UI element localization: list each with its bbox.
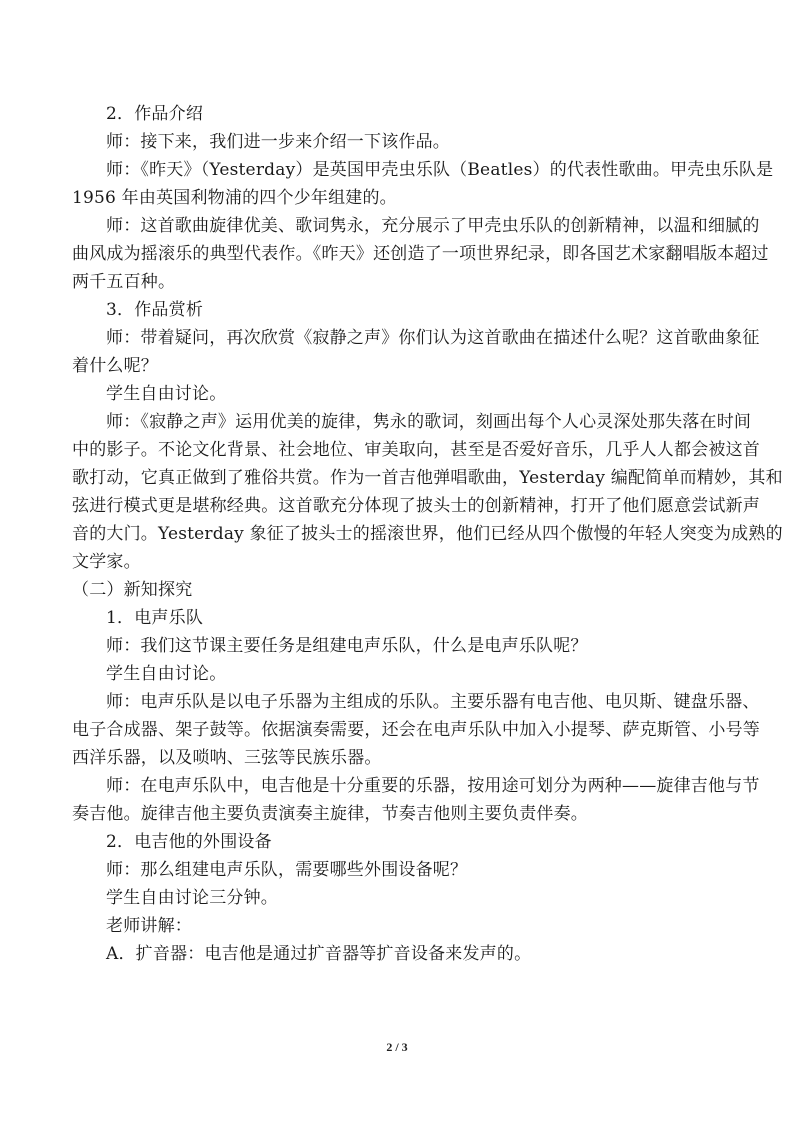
text-line: 老师讲解： (106, 916, 192, 936)
text-line: 师：我们这节课主要任务是组建电声乐队，什么是电声乐队呢？ (106, 636, 588, 656)
text-line: 1．电声乐队 (106, 608, 204, 628)
text-line: 西洋乐器，以及唢呐、三弦等民族乐器。 (72, 748, 382, 768)
text-line: 师：电声乐队是以电子乐器为主组成的乐队。主要乐器有电吉他、电贝斯、键盘乐器、 (106, 692, 760, 712)
text-line: 师：这首歌曲旋律优美、歌词隽永，充分展示了甲壳虫乐队的创新精神，以温和细腻的 (106, 216, 760, 236)
text-line: 着什么呢？ (72, 356, 158, 376)
page-number: 2 / 3 (386, 1040, 408, 1054)
text-line: 学生自由讨论三分钟。 (106, 888, 278, 908)
text-line: 学生自由讨论。 (106, 664, 227, 684)
text-line: 歌打动，它真正做到了雅俗共赏。作为一首吉他弹唱歌曲，Yesterday 编配简单而精妙，其和 (72, 468, 783, 488)
text-line: 师：带着疑问，再次欣赏《寂静之声》你们认为这首歌曲在描述什么呢？这首歌曲象征 (106, 328, 760, 348)
text-line: 学生自由讨论。 (106, 384, 227, 404)
text-line: 2．电吉他的外围设备 (106, 832, 272, 852)
text-line: 曲风成为摇滚乐的典型代表作。《昨天》还创造了一项世界纪录，即各国艺术家翻唱版本超过 (72, 244, 769, 264)
text-line: 1956 年由英国利物浦的四个少年组建的。 (72, 188, 397, 208)
text-line: A．扩音器：电吉他是通过扩音器等扩音设备来发声的。 (106, 944, 532, 964)
text-line: 2．作品介绍 (106, 104, 204, 124)
text-line: 两千五百种。 (72, 272, 176, 292)
text-line: 师：《昨天》（Yesterday）是英国甲壳虫乐队（Beatles）的代表性歌曲。甲壳虫乐队是 (106, 160, 774, 180)
text-line: 文学家。 (72, 552, 141, 572)
document-body (72, 100, 783, 968)
text-line: 弦进行模式更是堪称经典。这首歌充分体现了披头士的创新精神，打开了他们愿意尝试新声 (72, 496, 760, 516)
text-line: 师：那么组建电声乐队，需要哪些外围设备呢？ (106, 860, 468, 880)
text-line: 师：在电声乐队中，电吉他是十分重要的乐器，按用途可划分为两种——旋律吉他与节 (106, 776, 760, 796)
text-line: （二）新知探究 (72, 580, 193, 600)
text-line: 师：接下来，我们进一步来介绍一下该作品。 (106, 132, 450, 152)
text-line: 中的影子。不论文化背景、社会地位、审美取向，甚至是否爱好音乐，几乎人人都会被这首 (72, 440, 760, 460)
text-line: 音的大门。Yesterday 象征了披头士的摇滚世界，他们已经从四个傲慢的年轻人突变为成熟的 (72, 524, 783, 544)
text-line: 电子合成器、架子鼓等。依据演奏需要，还会在电声乐队中加入小提琴、萨克斯管、小号等 (72, 720, 760, 740)
text-line: 师：《寂静之声》运用优美的旋律，隽永的歌词，刻画出每个人心灵深处那失落在时间 (106, 412, 752, 432)
text-line: 奏吉他。旋律吉他主要负责演奏主旋律，节奏吉他则主要负责伴奏。 (72, 804, 588, 824)
text-line: 3．作品赏析 (106, 300, 204, 320)
